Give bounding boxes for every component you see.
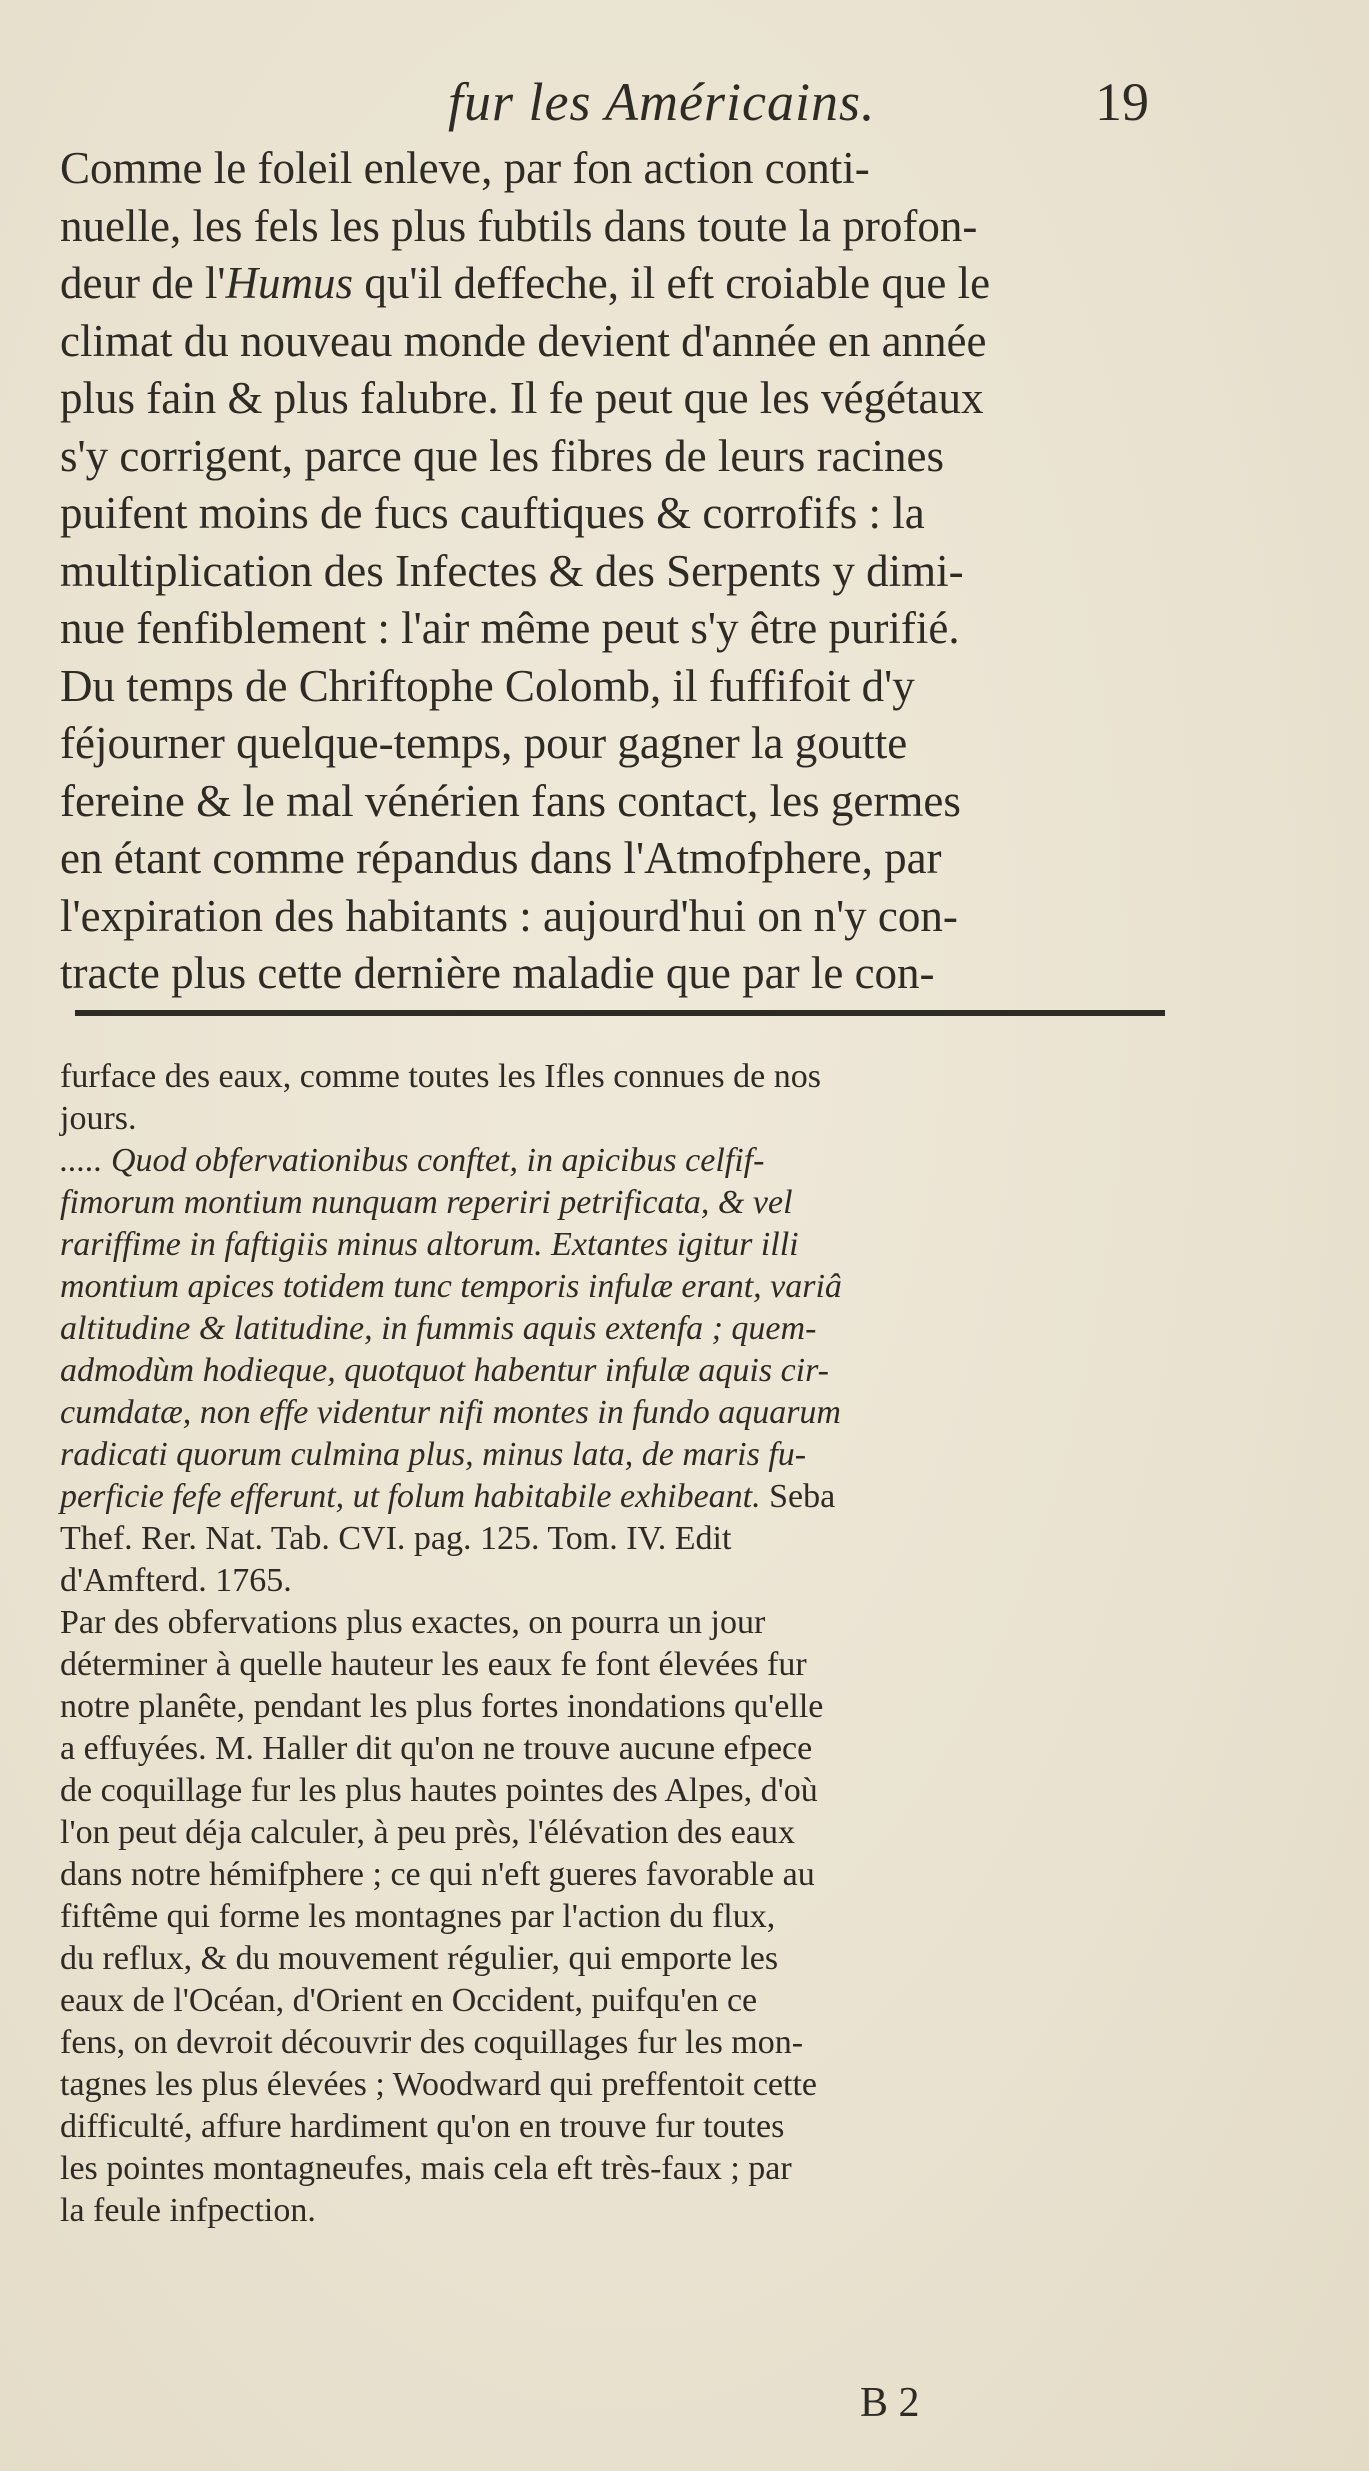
- page-header: [0, 62, 1369, 142]
- footnote-line: cumdatæ, non effe videntur nifi montes in fundo aquarum: [60, 1394, 841, 1431]
- text-line: climat du nouveau monde devient d'année en année: [60, 315, 987, 366]
- text-line: plus fain & plus falubre. Il fe peut que les végétaux: [60, 373, 984, 423]
- footnote-line: déterminer à quelle hauteur les eaux fe font élevées fur: [60, 1646, 807, 1683]
- footnote-line: difficulté, affure hardiment qu'on en trouve fur toutes: [60, 2108, 785, 2145]
- text-line: tracte plus cette dernière maladie que par le con-: [60, 948, 935, 998]
- footnote-line: l'on peut déja calculer, à peu près, l'élévation des eaux: [60, 1814, 795, 1851]
- footnote-line: perficie fefe efferunt, ut folum habitabile exhibeant. Seba: [60, 1478, 836, 1515]
- footnote-line: furface des eaux, comme toutes les Ifles connues de nos: [60, 1058, 821, 1095]
- footnote-line: Par des obfervations plus exactes, on pourra un jour: [60, 1604, 766, 1641]
- footnote-line: les pointes montagneufes, mais cela eft très-faux ; par: [60, 2150, 792, 2187]
- footnote-line: dans notre hémifphere ; ce qui n'eft gueres favorable au: [60, 1856, 815, 1893]
- page-number: 19: [1095, 72, 1149, 132]
- text-line: nuelle, les fels les plus fubtils dans toute la profon-: [60, 200, 978, 251]
- footnote-line: jours.: [60, 1100, 137, 1137]
- footnote-line: du reflux, & du mouvement régulier, qui emporte les: [60, 1940, 779, 1977]
- text-line: Du temps de Chriftophe Colomb, il fuffifoit d'y: [60, 660, 915, 711]
- text-line: en étant comme répandus dans l'Atmofphere, par: [60, 833, 942, 883]
- footnote-line: d'Amfterd. 1765.: [60, 1562, 292, 1599]
- footnote-line: fens, on devroit découvrir des coquillages fur les mon-: [60, 2024, 804, 2061]
- footnote-line: eaux de l'Océan, d'Orient en Occident, puifqu'en ce: [60, 1982, 758, 2019]
- footnote-line: fimorum montium nunquam reperiri petrificata, & vel: [60, 1184, 793, 1221]
- footnote-line: fiftême qui forme les montagnes par l'action du flux,: [60, 1898, 776, 1935]
- footnote-line: Thef. Rer. Nat. Tab. CVI. pag. 125. Tom. IV. Edit: [60, 1520, 732, 1557]
- text-line: puifent moins de fucs cauftiques & corrofifs : la: [60, 488, 925, 538]
- footnote-line: rariffime in faftigiis minus altorum. Extantes igitur illi: [60, 1226, 799, 1263]
- footnote-line: tagnes les plus élevées ; Woodward qui preffentoit cette: [60, 2066, 817, 2103]
- text-line: s'y corrigent, parce que les fibres de leurs racines: [60, 430, 944, 481]
- footnote-line: ..... Quod obfervationibus conftet, in apicibus celfif-: [60, 1142, 765, 1179]
- signature-mark: B 2: [860, 2380, 920, 2426]
- text-line: deur de l'Humus qu'il deffeche, il eft croiable que le: [60, 258, 991, 308]
- text-line: fereine & le mal vénérien fans contact, les germes: [60, 775, 961, 826]
- text-line: Comme le foleil enleve, par fon action conti-: [60, 143, 870, 193]
- main-paragraph: [60, 140, 1170, 1003]
- footnote-line: radicati quorum culmina plus, minus lata, de maris fu-: [60, 1436, 807, 1473]
- footnote-line: de coquillage fur les plus hautes pointes des Alpes, d'où: [60, 1772, 818, 1809]
- footnote-line: admodùm hodieque, quotquot habentur infulæ aquis cir-: [60, 1352, 830, 1389]
- text-line: nue fenfiblement : l'air même peut s'y être purifié.: [60, 603, 960, 653]
- text-line: féjourner quelque-temps, pour gagner la goutte: [60, 718, 908, 768]
- running-title: fur les Américains.: [448, 72, 876, 132]
- footnote-line: montium apices totidem tunc temporis infulæ erant, variâ: [60, 1268, 842, 1305]
- text-line: l'expiration des habitants : aujourd'hui on n'y con-: [60, 890, 958, 941]
- footnote-line: notre planête, pendant les plus fortes inondations qu'elle: [60, 1688, 824, 1725]
- footnotes: [60, 1056, 1170, 2232]
- footnote-line: a effuyées. M. Haller dit qu'on ne trouve aucune efpece: [60, 1730, 813, 1767]
- footnote-line: altitudine & latitudine, in fummis aquis extenfa ; quem-: [60, 1310, 817, 1347]
- footnote-rule: [75, 1010, 1165, 1016]
- text-line: multiplication des Infectes & des Serpents y dimi-: [60, 545, 964, 596]
- footnote-line: la feule infpection.: [60, 2192, 316, 2229]
